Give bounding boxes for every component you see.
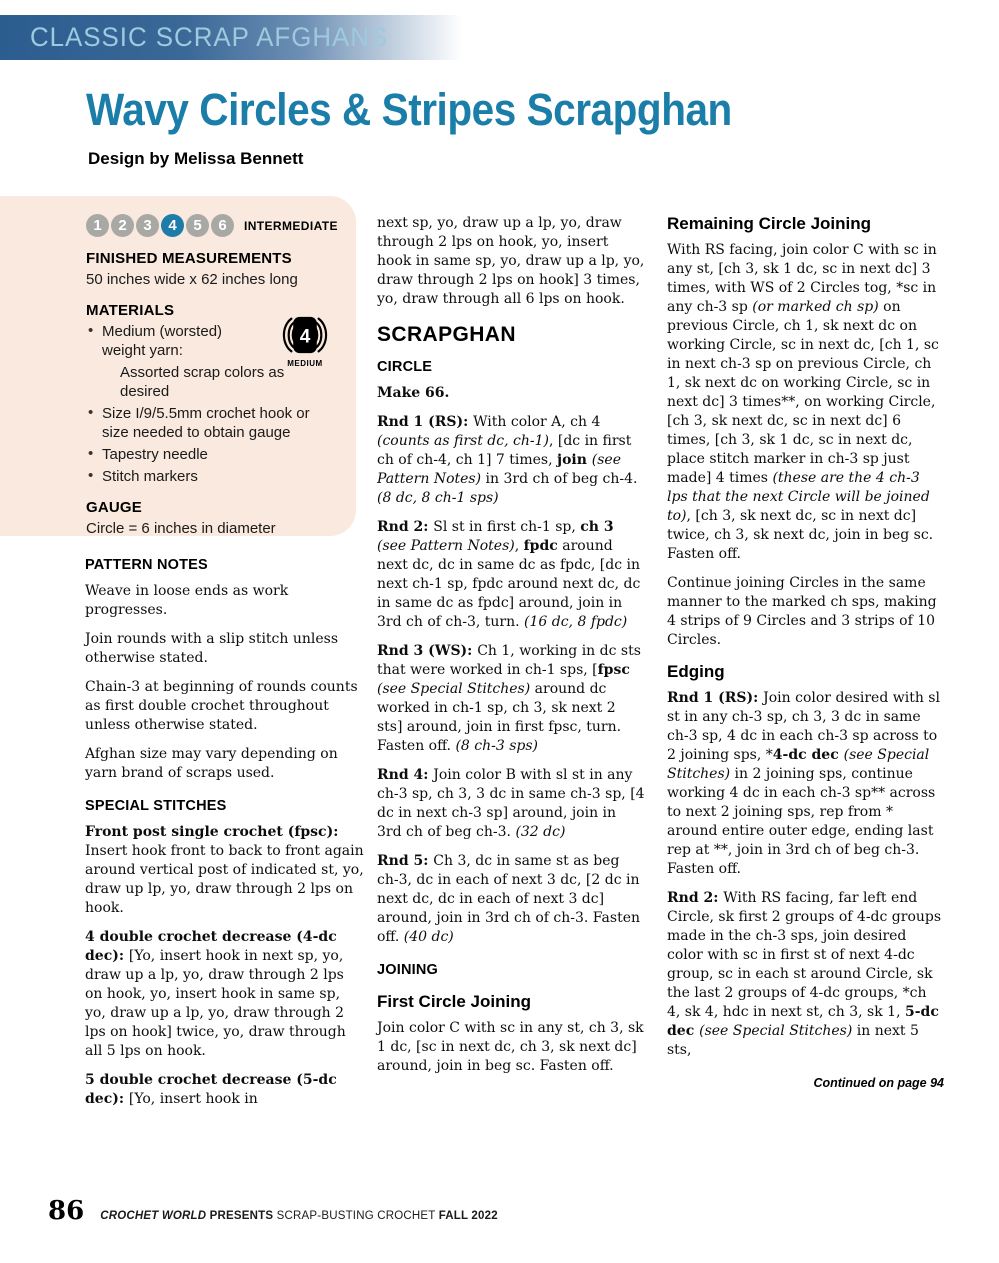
- text-run: ch 3: [580, 519, 614, 535]
- text-run: fpsc: [597, 662, 630, 678]
- text-run: [Yo, insert hook in: [128, 1091, 258, 1107]
- text-run: Sl st in first ch-1 sp,: [433, 519, 581, 535]
- byline: [88, 149, 303, 169]
- text-run: Remaining Circle Joining: [667, 214, 872, 233]
- text-run: (16 dc, 8 fpdc): [524, 614, 628, 630]
- skill-dot-5: 5: [186, 214, 209, 237]
- text-run: Rnd 3 (WS):: [377, 643, 478, 659]
- text-run: (32 dc): [515, 824, 566, 840]
- paragraph: [377, 642, 645, 756]
- paragraph: [377, 413, 645, 508]
- footer-series: SCRAP-BUSTING CROCHET: [276, 1210, 439, 1222]
- skill-dot-2: 2: [111, 214, 134, 237]
- text-run: , [dc in first ch of ch-4, ch 1] 7 times,: [377, 433, 632, 468]
- skill-level-row: [86, 214, 338, 237]
- paragraph: [85, 745, 365, 783]
- text-run: PATTERN NOTES: [85, 557, 208, 573]
- footer-line: [100, 1210, 498, 1222]
- text-run: (these are the 4 ch-3 lps that the next Circle will be joined to): [667, 470, 930, 524]
- heading-remaining-circle-joining: [667, 214, 944, 233]
- text-run: Rnd 1 (RS):: [377, 414, 474, 430]
- paragraph: [667, 241, 944, 564]
- text-run: Join color B with sl st in any ch-3 sp, ch 3, 3 dc in same ch-3 sp, [4 dc in next ch-3 sp] around, join in 3rd ch of beg ch-3.: [377, 767, 645, 840]
- paragraph: [667, 574, 944, 650]
- text-run: in 3rd ch of beg ch-4.: [481, 471, 638, 487]
- text-run: Make 66.: [377, 385, 450, 401]
- text-run: 5 double crochet decrease (5-dc dec):: [85, 1072, 337, 1107]
- text-run: Rnd 4:: [377, 767, 434, 783]
- text-run: (see Pattern Notes): [377, 452, 621, 487]
- measurements-text: 50 inches wide x 62 inches long: [86, 271, 298, 288]
- paragraph: [377, 852, 645, 947]
- measurements-heading: FINISHED MEASUREMENTS: [86, 250, 292, 267]
- text-run: join: [557, 452, 592, 468]
- text-run: Afghan size may vary depending on yarn brand of scraps used.: [85, 746, 338, 781]
- text-run: (see Special Stitches): [377, 681, 531, 697]
- text-run: Insert hook front to back to front again around vertical post of indicated st, yo, draw up lp, yo, draw through 2 lps on hook.: [85, 843, 364, 916]
- materials-item: • Size I/9/5.5mm crochet hook or size needed to obtain gauge: [86, 404, 338, 442]
- skill-dots: [86, 214, 234, 237]
- paragraph: [377, 384, 645, 403]
- text-run: next sp, yo, draw up a lp, yo, draw through 2 lps on hook, yo, insert hook in same sp, yo, draw up a lp, yo, draw through 2 lps on hook] 3 times, yo, draw through all 6 lps on hook.: [377, 215, 645, 307]
- paragraph: [85, 928, 365, 1061]
- continued-note: [667, 1074, 944, 1093]
- text-run: 4-dc dec: [772, 747, 844, 763]
- paragraph: [85, 630, 365, 668]
- text-run: JOINING: [377, 962, 439, 978]
- paragraph: [85, 1071, 365, 1109]
- text-run: on previous Circle, ch 1, sk next dc on working Circle, sc in next dc, [ch 1, sc in next ch-3 sp on previous Circle, ch 1, sk next dc on working Circle, sc in next dc] 3 times**, on working Circle, [ch 3, sk next dc, sc in next dc] 6 times, [ch 3, sk 1 dc, sc in next dc, place stitch marker in ch-3 sp just made] 4 times: [667, 299, 939, 486]
- text-run: Edging: [667, 662, 725, 681]
- text-run: Join color desired with sl st in any ch-3 sp, ch 3, 3 dc in same ch-3 sp, 4 dc in each ch-3 sp across to 2 joining sps, *: [667, 690, 940, 763]
- designer-name: Melissa Bennett: [173, 149, 304, 168]
- paragraph: [85, 823, 365, 918]
- text-run: (8 ch-3 sps): [455, 738, 539, 754]
- paragraph: [85, 582, 365, 620]
- text-run: With RS facing, join color C with sc in any st, [ch 3, sk 1 dc, sc in next dc] 3 times, with WS of 2 Circles tog, *sc in any ch-3 sp: [667, 242, 937, 315]
- yarn-weight-number: 4: [299, 326, 311, 348]
- text-run: in 2 joining sps, continue working 4 dc in each ch-3 sp** across to next 2 joining sps, rep from * around entire outer edge, ending last rep at **, join in 3rd ch of beg ch-3. Fasten off.: [667, 766, 936, 877]
- text-run: Rnd 1 (RS):: [667, 690, 764, 706]
- text-run: Chain-3 at beginning of rounds counts as first double crochet throughout unless otherwise stated.: [85, 679, 358, 733]
- materials-item: • Stitch markers: [86, 467, 338, 486]
- heading-special-stitches: [85, 797, 365, 816]
- heading-edging: [667, 662, 944, 681]
- materials-heading: MATERIALS: [86, 302, 175, 319]
- footer-issue: FALL 2022: [438, 1210, 498, 1222]
- text-run: Ch 1, working in dc sts that were worked in ch-1 sps, [: [377, 643, 641, 678]
- skill-dot-1: 1: [86, 214, 109, 237]
- heading-scrapghan: [377, 325, 645, 344]
- text-run: (see Special Stitches): [699, 1023, 853, 1039]
- gauge-heading: GAUGE: [86, 499, 143, 516]
- paragraph: [377, 766, 645, 842]
- text-run: Rnd 5:: [377, 853, 434, 869]
- paragraph: [85, 678, 365, 735]
- gauge-text: Circle = 6 inches in diameter: [86, 520, 276, 537]
- paragraph: [377, 518, 645, 632]
- text-run: [Yo, insert hook in next sp, yo, draw up a lp, yo, draw through 2 lps on hook, yo, insert hook in same sp, yo, draw up a lp, yo, draw through 2 lps on hook] twice, yo, draw through all 5 lps on hook.: [85, 948, 346, 1059]
- skill-dot-4: 4: [161, 214, 184, 237]
- text-run: Join rounds with a slip stitch unless otherwise stated.: [85, 631, 339, 666]
- text-run: Rnd 2:: [667, 890, 724, 906]
- column-right: [667, 214, 944, 1093]
- text-run: Continue joining Circles in the same manner to the marked ch sps, making 4 strips of 9 Circles and 3 strips of 10 Circles.: [667, 575, 937, 648]
- skill-label: INTERMEDIATE: [244, 218, 338, 233]
- pattern-info-box: [0, 196, 356, 536]
- text-run: Rnd 2:: [377, 519, 434, 535]
- heading-first-circle-joining: [377, 992, 645, 1011]
- byline-prefix: Design by: [88, 149, 174, 168]
- yarn-weight-label: MEDIUM: [287, 359, 323, 368]
- text-run: 4 double crochet decrease (4-dc dec):: [85, 929, 337, 964]
- text-run: around next dc, dc in same dc as fpdc, [dc in next ch-1 sp, fpdc around next dc, dc in same dc as fpdc] around, join in 3rd ch of ch-3, turn.: [377, 538, 641, 630]
- paragraph: [667, 689, 944, 879]
- heading-joining: [377, 961, 645, 980]
- page-footer: [48, 1196, 498, 1226]
- heading-pattern-notes: [85, 556, 365, 575]
- text-run: (or marked ch sp): [752, 299, 879, 315]
- text-run: (see Special Stitches): [667, 747, 930, 782]
- text-run: in next 5 sts,: [667, 1023, 919, 1058]
- text-run: Continued on page 94: [813, 1076, 944, 1090]
- materials-item: • Tapestry needle: [86, 445, 338, 464]
- text-run: With color A, ch 4: [473, 414, 601, 430]
- heading-circle: [377, 358, 645, 377]
- text-run: First Circle Joining: [377, 992, 531, 1011]
- text-run: (8 dc, 8 ch-1 sps): [377, 490, 499, 506]
- materials-subitem: Assorted scrap colors as desired: [120, 364, 285, 400]
- paragraph: [377, 1019, 645, 1076]
- skill-dot-6: 6: [211, 214, 234, 237]
- text-run: ,: [514, 538, 524, 554]
- text-run: SPECIAL STITCHES: [85, 798, 227, 814]
- column-left: [85, 556, 365, 1119]
- materials-item: • Medium (worsted) weight yarn:: [86, 322, 264, 360]
- column-middle: [377, 214, 645, 1086]
- text-run: (see Pattern Notes): [377, 538, 515, 554]
- text-run: 5-dc dec: [667, 1004, 939, 1039]
- text-run: (counts as first dc, ch-1): [377, 433, 549, 449]
- text-run: Front post single crochet (fpsc):: [85, 824, 339, 840]
- skill-dot-3: 3: [136, 214, 159, 237]
- text-run: (40 dc): [403, 929, 454, 945]
- paragraph: [377, 214, 645, 309]
- section-banner-label: CLASSIC SCRAP AFGHANS: [30, 22, 389, 52]
- text-run: fpdc: [523, 538, 558, 554]
- yarn-skein-icon: [276, 314, 334, 356]
- text-run: , [ch 3, sk next dc, sc in next dc] twice, ch 3, sk next dc, join in beg sc. Fasten off.: [667, 508, 934, 562]
- text-run: Weave in loose ends as work progresses.: [85, 583, 289, 618]
- paragraph: [667, 889, 944, 1060]
- footer-presents: PRESENTS: [206, 1210, 277, 1222]
- text-run: around dc worked in ch-1 sp, ch 3, sk next 2 sts] around, join in first fpsc, turn. Fasten off.: [377, 681, 622, 754]
- text-run: Join color C with sc in any st, ch 3, sk 1 dc, [sc in next dc, ch 3, sk next dc] around, join in beg sc. Fasten off.: [377, 1020, 644, 1074]
- page-title: Wavy Circles & Stripes Scrapghan: [86, 84, 732, 135]
- footer-brand: CROCHET WORLD: [100, 1210, 207, 1222]
- text-run: SCRAPGHAN: [377, 323, 516, 346]
- text-run: CIRCLE: [377, 359, 433, 375]
- yarn-weight-icon: [276, 314, 334, 368]
- section-banner: [0, 15, 660, 60]
- text-run: Ch 3, dc in same st as beg ch-3, dc in each of next 3 dc, [2 dc in next dc, dc in each of next 3 dc] around, join in 3rd ch of ch-3. Fasten off.: [377, 853, 641, 945]
- text-run: With RS facing, far left end Circle, sk first 2 groups of 4-dc groups made in the ch-3 sps, join desired color with sc in first st of next 4-dc group, sc in each st around Circle, sk the last 2 groups of 4-dc groups, *ch 4, sk 4, hdc in next st, ch 3, sk 1,: [667, 890, 942, 1020]
- page-number: 86: [48, 1196, 85, 1226]
